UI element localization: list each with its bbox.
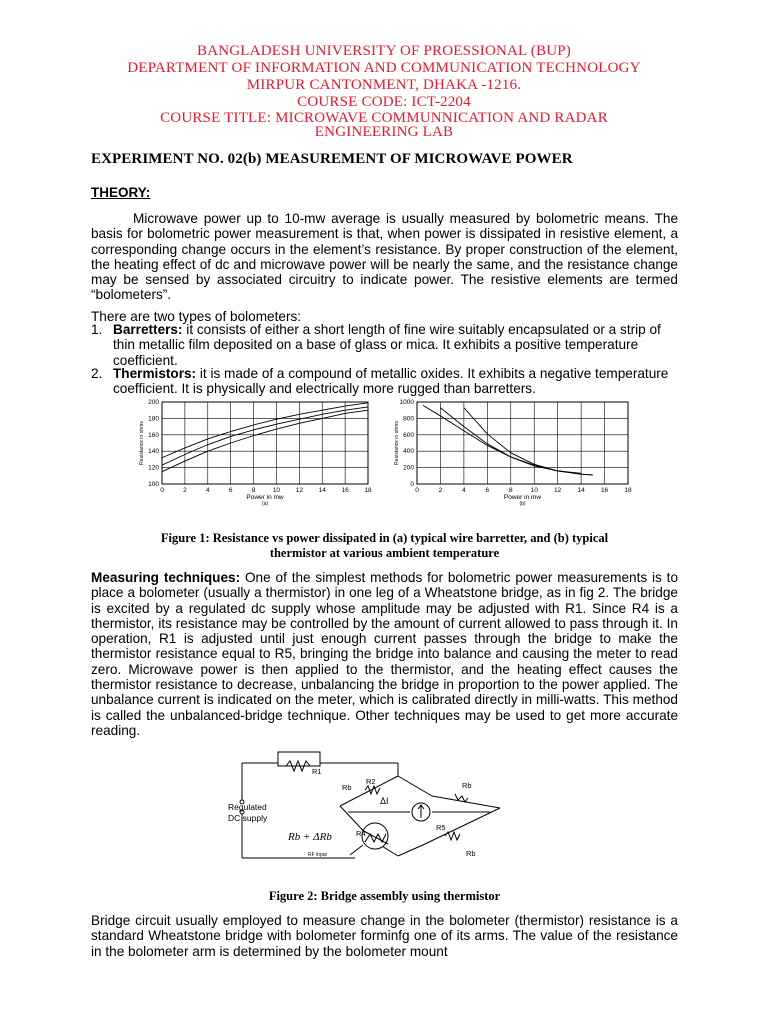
thermistors-description: it is made of a compound of metallic oxides. It exhibits a negative temperature coefficient. It is physically and electrically more rugged than barretters. (113, 366, 669, 397)
experiment-title: EXPERIMENT NO. 02(b) MEASUREMENT OF MICROWAVE POWER (91, 151, 573, 167)
label-rb-left: Rb (342, 783, 352, 792)
bridge-arm (432, 796, 500, 808)
x-tick-label: 16 (600, 487, 609, 494)
list-text (113, 366, 681, 397)
theory-heading: THEORY: (91, 185, 151, 200)
x-tick-label: 10 (272, 487, 281, 494)
x-tick-label: 18 (624, 487, 632, 494)
label-r4: R4 (356, 829, 366, 838)
r2-resistor (365, 786, 380, 794)
figure2-caption: Figure 2: Bridge assembly using thermistor (268, 889, 501, 903)
x-axis-label: Power in mw (246, 494, 284, 501)
label-r2: R2 (366, 777, 376, 786)
header-address: MIRPUR CANTONMENT, DHAKA -1216. (246, 77, 522, 93)
x-tick-label: 6 (228, 487, 233, 494)
x-tick-label: 4 (462, 487, 466, 494)
label-rb-bottom: Rb (466, 849, 476, 858)
measuring-term: Measuring techniques: (91, 570, 241, 585)
thermistor-graph (393, 396, 638, 508)
term-barretters: Barretters: (113, 322, 183, 337)
label-supply-1: Regulated (228, 802, 267, 812)
thermistor-symbol (362, 823, 388, 849)
theory-paragraph (91, 211, 678, 303)
bridge-arm (398, 844, 425, 856)
list-number: 2. (91, 366, 103, 381)
header-department: DEPARTMENT OF INFORMATION AND COMMUNICATION TECHNOLOGY (127, 60, 641, 76)
series-line-curve-3 (162, 410, 368, 472)
label-rb-right: Rb (462, 781, 472, 790)
figure1-caption-line2: thermistor at various ambient temperature (269, 546, 500, 560)
x-tick-label: 2 (438, 487, 443, 494)
x-tick-label: 18 (364, 487, 372, 494)
x-tick-label: 8 (508, 487, 513, 494)
x-tick-label: 6 (485, 487, 490, 494)
header-university: BANGLADESH UNIVERSITY OF PROESSIONAL (BUP) (197, 43, 571, 59)
term-thermistors: Thermistors: (113, 366, 197, 381)
x-tick-label: 16 (341, 487, 349, 494)
y-axis-label: Resistance in ohms (394, 421, 400, 465)
y-tick-label: 120 (148, 464, 159, 472)
label-delta-i: ΔI (380, 796, 389, 806)
x-tick-label: 10 (530, 487, 538, 494)
y-tick-label: 160 (148, 431, 159, 439)
bridge-circuit-diagram (200, 748, 520, 888)
x-tick-label: 14 (577, 487, 585, 494)
list-item-barretters (91, 322, 681, 368)
measuring-text: One of the simplest methods for bolometric power measurements is to place a bolometer (usually a thermistor) in one leg of a Wheatstone bridge, as in fig 2. The bridge is excited by a regulated dc supply whose amplitude may be adjusted with R1. Since R4 is a thermistor, its resistance may be controlled by the amount of current allowed to pass through it. In operation, R1 is adjusted until just enough current passes through the bridge to make the thermistor resistance equal to R5, bringing the bridge into balance and causing the meter to read zero. Microwave power is then applied to the thermistor, and the heating effect causes the thermistor resistance to decrease, unbalancing the bridge in proportion to the power applied. The unbalance current is indicated on the meter, which is calibrated directly in milli-watts. This method is called the unbalanced-bridge technique. Other techniques may be used to get more accurate reading. (91, 570, 679, 738)
theory-paragraph-text: Microwave power up to 10-mw average is usually measured by bolometric means. The basis for bolometric power measurement is that, when power is dissipated in resistive element, a corresponding change occurs in the element’s resistance. By proper construction of the element, the heating effect of dc and microwave power will be nearly the same, and the resistance change may be sensed by associated circuitry to indicate power. The resistive elements are termed “bolometers”. (91, 211, 678, 303)
header-course-code: COURSE CODE: ICT-2204 (297, 94, 471, 110)
y-axis-label: Resistance in ohms (139, 421, 145, 465)
x-tick-label: 12 (295, 487, 303, 494)
list-item-thermistors (91, 366, 681, 398)
x-tick-label: 8 (251, 487, 256, 494)
label-r5: R5 (436, 823, 446, 832)
y-tick-label: 400 (403, 448, 414, 456)
y-tick-label: 0 (410, 481, 414, 488)
closing-paragraph: Bridge circuit usually employed to measure change in the bolometer (thermistor) resistance is a standard Wheatstone bridge with bolometer forminfg one of its arms. The value of the resistance in the bolometer arm is determined by the bolometer mount (91, 913, 678, 959)
x-tick-label: 0 (160, 487, 164, 494)
label-rf-input: RF input (308, 852, 327, 858)
label-supply-2: DC supply (228, 813, 268, 823)
header-course-title: COURSE TITLE: MICROWAVE COMMUNNICATION AND RADAR (160, 110, 608, 126)
bridge-arm (398, 776, 432, 796)
y-tick-label: 200 (403, 464, 414, 472)
x-axis-label: Power in mw (503, 494, 542, 501)
measuring-paragraph (91, 570, 678, 738)
r5-resistor (445, 832, 460, 840)
y-tick-label: 180 (148, 415, 159, 423)
x-tick-label: 0 (415, 487, 419, 494)
barretter-graph (138, 396, 378, 508)
figure1-caption-line1: Figure 1: Resistance vs power dissipated in (a) typical wire barretter, and (b) typical (160, 531, 609, 545)
y-tick-label: 140 (148, 448, 159, 456)
barretters-description: it consists of either a short length of fine wire suitably encapsulated or a strip of thin metallic film deposited on a base of glass or mica. It exhibits a positive temperature coefficient. (113, 322, 661, 368)
y-tick-label: 100 (148, 481, 159, 488)
label-r1: R1 (312, 767, 322, 776)
y-tick-label: 200 (148, 399, 159, 406)
bolometer-types-intro: There are two types of bolometers: (91, 309, 302, 324)
y-tick-label: 600 (403, 431, 414, 439)
plot-frame (162, 402, 368, 484)
list-number: 1. (91, 322, 103, 337)
x-tick-label: 14 (318, 487, 326, 494)
list-text (113, 322, 681, 368)
x-tick-label: 4 (205, 487, 210, 494)
formula-rb-delta: Rb + ΔRb (288, 831, 332, 843)
header-course-title-cont: ENGINEERING LAB (314, 124, 454, 140)
series-line-curve-2 (440, 408, 592, 475)
x-tick-label: 12 (554, 487, 562, 494)
chart-title: (a) (261, 501, 269, 507)
chart-title: (b) (519, 501, 526, 507)
x-tick-label: 2 (183, 487, 187, 494)
series-line-curve-1 (162, 403, 368, 458)
y-tick-label: 1000 (399, 399, 414, 406)
y-tick-label: 800 (403, 415, 414, 423)
